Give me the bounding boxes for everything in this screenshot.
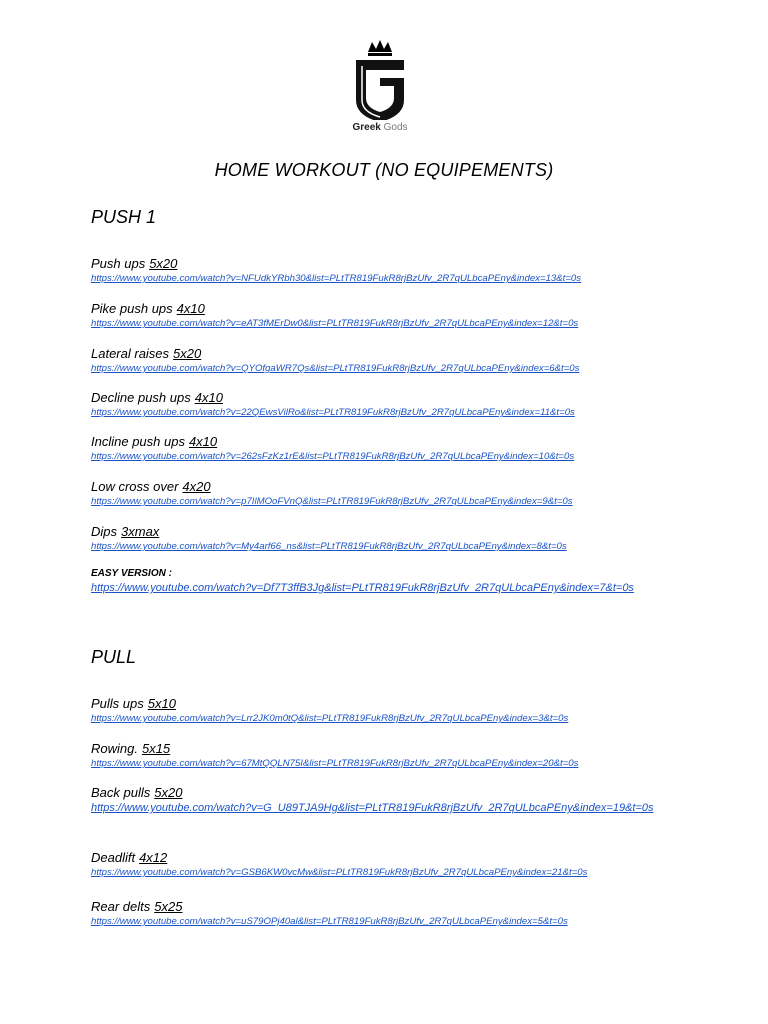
exercise-video-link[interactable]: https://www.youtube.com/watch?v=My4arf66_ns&list=PLtTR819FukR8rjBzUfv_2R7qULbcaPEny&index=8&t=0s [91,541,567,552]
exercise-item [91,850,691,880]
exercise-sets: 4x10 [194,390,223,405]
exercise-video-link[interactable]: https://www.youtube.com/watch?v=uS79OPj40al&list=PLtTR819FukR8rjBzUfv_2R7qULbcaPEny&index=5&t=0s [91,916,568,927]
exercise-item [91,346,691,376]
exercise-item [91,434,691,464]
exercise-name: Push ups [91,256,146,271]
exercise-video-link[interactable]: https://www.youtube.com/watch?v=NFUdkYRbh30&list=PLtTR819FukR8rjBzUfv_2R7qULbcaPEny&index=13&t=0s [91,273,582,284]
easy-version-link[interactable]: https://www.youtube.com/watch?v=Df7T3ffB3Jg&list=PLtTR819FukR8rjBzUfv_2R7qULbcaPEny&index=7&t=0s [91,582,634,594]
exercise-sets: 5x25 [154,899,183,914]
exercise-name: Dips [91,524,118,539]
exercise-sets: 4x20 [182,479,211,494]
exercise-item [91,479,691,509]
brand-name: Greek Gods [352,122,408,133]
exercise-name: Deadlift [91,850,136,865]
exercise-sets: 5x20 [149,256,178,271]
exercise-name: Pike push ups [91,301,173,316]
exercise-sets: 5x15 [141,741,171,756]
crown-shield-g-icon [348,40,412,120]
exercise-video-link[interactable]: https://www.youtube.com/watch?v=GSB6KW0vcMw&list=PLtTR819FukR8rjBzUfv_2R7qULbcaPEny&index=21&t=0s [91,867,588,878]
exercise-video-link[interactable]: https://www.youtube.com/watch?v=G_U89TJA9Hg&list=PLtTR819FukR8rjBzUfv_2R7qULbcaPEny&index=19&t=0s [91,802,654,814]
exercise-item [91,741,691,771]
exercise-sets: 4x10 [176,301,205,316]
exercise-video-link[interactable]: https://www.youtube.com/watch?v=22QEwsVilRo&list=PLtTR819FukR8rjBzUfv_2R7qULbcaPEny&index=11&t=0s [91,407,575,418]
exercise-video-link[interactable]: https://www.youtube.com/watch?v=262sFzKz1rE&list=PLtTR819FukR8rjBzUfv_2R7qULbcaPEny&index=10&t=0s [91,451,575,462]
exercise-name: Rear delts [91,899,151,914]
exercise-sets: 4x10 [188,434,218,449]
exercise-sets: 4x12 [139,850,168,865]
exercise-sets: 5x20 [173,346,202,361]
exercise-video-link[interactable]: https://www.youtube.com/watch?v=eAT3fMErDw0&list=PLtTR819FukR8rjBzUfv_2R7qULbcaPEny&index=12&t=0s [91,318,579,329]
section-title-push: PUSH 1 [91,207,157,227]
exercise-item [91,696,691,726]
exercise-item [91,301,691,331]
exercise-item [91,524,691,554]
exercise-video-link[interactable]: https://www.youtube.com/watch?v=QYOfgaWR7Qs&list=PLtTR819FukR8rjBzUfv_2R7qULbcaPEny&index=6&t=0s [91,363,580,374]
section-title-pull: PULL [91,647,137,667]
exercise-sets: 3xmax [121,524,160,539]
exercise-video-link[interactable]: https://www.youtube.com/watch?v=Lrr2JK0m0tQ&list=PLtTR819FukR8rjBzUfv_2R7qULbcaPEny&index=3&t=0s [91,713,569,724]
exercise-item [91,390,691,420]
exercise-sets: 5x10 [147,696,176,711]
exercise-video-link[interactable]: https://www.youtube.com/watch?v=p7IlMOoFVnQ&list=PLtTR819FukR8rjBzUfv_2R7qULbcaPEny&index=9&t=0s [91,496,573,507]
exercise-name: Back pulls [91,785,151,800]
exercise-item [91,256,691,286]
exercise-name: Incline push ups [91,434,185,449]
exercise-name: Low cross over [91,479,179,494]
brand-logo [330,40,430,140]
exercise-name: Lateral raises [91,346,170,361]
exercise-item [91,899,691,929]
exercise-name: Pulls ups [91,696,144,711]
easy-version-label: EASY VERSION : [91,568,172,579]
page-title: HOME WORKOUT (NO EQUIPEMENTS) [214,160,554,180]
exercise-sets: 5x20 [154,785,183,800]
exercise-name: Rowing. [91,741,138,756]
exercise-video-link[interactable]: https://www.youtube.com/watch?v=67MtQQLN75I&list=PLtTR819FukR8rjBzUfv_2R7qULbcaPEny&index=20&t=0s [91,758,579,769]
exercise-item [91,785,691,816]
exercise-name: Decline push ups [91,390,191,405]
easy-version [91,567,691,596]
